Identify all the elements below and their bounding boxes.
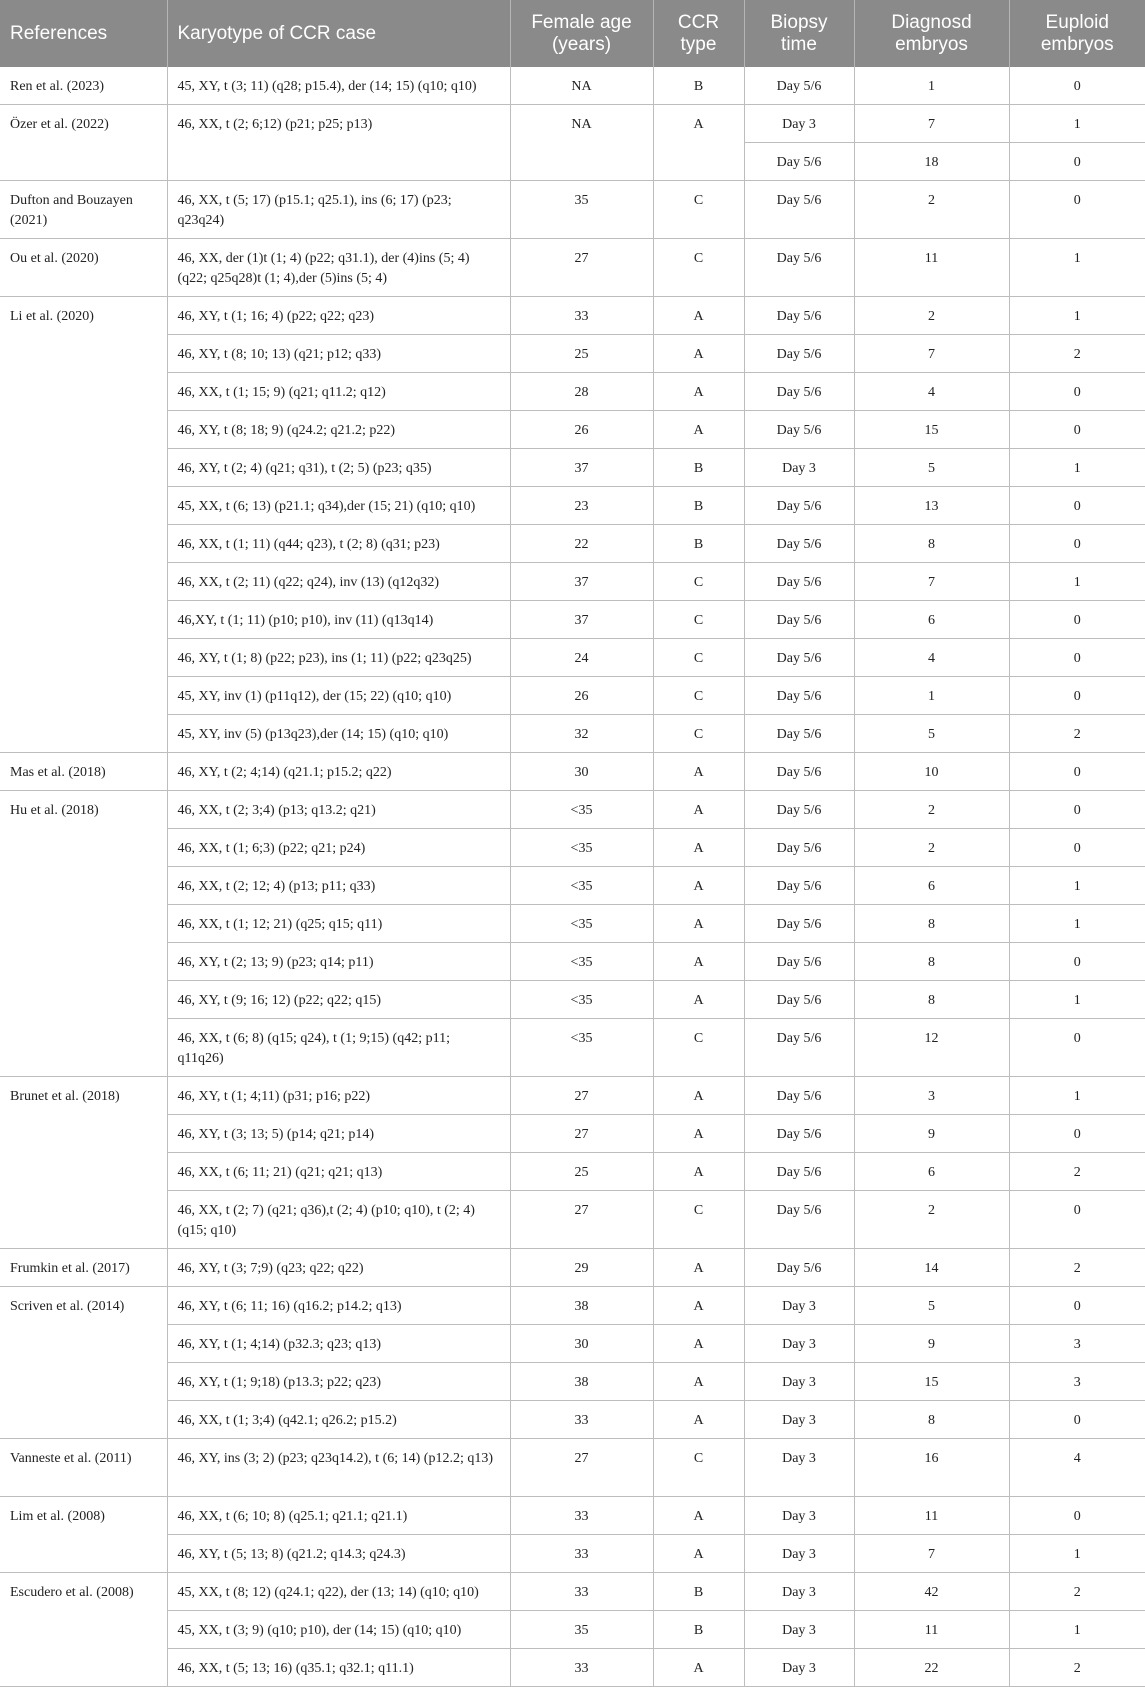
age-cell: 33	[510, 1535, 653, 1573]
table-row	[0, 1191, 1145, 1249]
diagnosed-cell: 7	[854, 335, 1009, 373]
age-cell: 27	[510, 1439, 653, 1497]
table-row	[0, 753, 1145, 791]
header-row	[0, 0, 1145, 67]
reference-cell: Scriven et al. (2014)	[0, 1287, 167, 1439]
biopsy-cell: Day 5/6	[744, 1077, 854, 1115]
biopsy-cell: Day 5/6	[744, 601, 854, 639]
table-row	[0, 1249, 1145, 1287]
table-row	[0, 181, 1145, 239]
karyotype-cell: 45, XY, inv (1) (p11q12), der (15; 22) (q10; q10)	[167, 677, 510, 715]
karyotype-cell: 46,XY, t (1; 11) (p10; p10), inv (11) (q13q14)	[167, 601, 510, 639]
age-cell: 29	[510, 1249, 653, 1287]
biopsy-cell: Day 5/6	[744, 1115, 854, 1153]
diagnosed-cell: 6	[854, 601, 1009, 639]
biopsy-cell: Day 5/6	[744, 905, 854, 943]
header-euploid-embryos: Euploid embryos	[1009, 0, 1145, 67]
ccr-type-cell: C	[653, 715, 744, 753]
biopsy-cell: Day 5/6	[744, 981, 854, 1019]
age-cell: 37	[510, 563, 653, 601]
euploid-cell: 3	[1009, 1325, 1145, 1363]
karyotype-cell: 46, XX, t (6; 8) (q15; q24), t (1; 9;15) (q42; p11; q11q26)	[167, 1019, 510, 1077]
ccr-type-cell: A	[653, 373, 744, 411]
biopsy-cell: Day 5/6	[744, 1191, 854, 1249]
table-row	[0, 1019, 1145, 1077]
euploid-cell: 1	[1009, 239, 1145, 297]
age-cell: 30	[510, 753, 653, 791]
diagnosed-cell: 7	[854, 105, 1009, 143]
karyotype-cell: 46, XX, t (2; 12; 4) (p13; p11; q33)	[167, 867, 510, 905]
age-cell: 38	[510, 1363, 653, 1401]
table-row	[0, 1077, 1145, 1115]
header-ccr-type: CCR type	[653, 0, 744, 67]
ccr-type-cell: C	[653, 1191, 744, 1249]
biopsy-cell: Day 5/6	[744, 525, 854, 563]
euploid-cell: 0	[1009, 791, 1145, 829]
diagnosed-cell: 2	[854, 1191, 1009, 1249]
age-cell: 24	[510, 639, 653, 677]
reference-cell: Dufton and Bouzayen (2021)	[0, 181, 167, 239]
table-row	[0, 1363, 1145, 1401]
age-cell: 27	[510, 1077, 653, 1115]
biopsy-cell: Day 5/6	[744, 715, 854, 753]
diagnosed-cell: 5	[854, 1287, 1009, 1325]
ccr-type-cell: B	[653, 449, 744, 487]
diagnosed-cell: 8	[854, 525, 1009, 563]
karyotype-cell: 45, XX, t (6; 13) (p21.1; q34),der (15; 21) (q10; q10)	[167, 487, 510, 525]
age-cell: 33	[510, 1573, 653, 1611]
karyotype-cell: 46, XX, t (1; 15; 9) (q21; q11.2; q12)	[167, 373, 510, 411]
biopsy-cell: Day 5/6	[744, 487, 854, 525]
euploid-cell: 1	[1009, 1077, 1145, 1115]
ccr-type-cell: C	[653, 1019, 744, 1077]
table-row	[0, 1325, 1145, 1363]
biopsy-cell: Day 3	[744, 1535, 854, 1573]
reference-cell: Frumkin et al. (2017)	[0, 1249, 167, 1287]
reference-cell: Lim et al. (2008)	[0, 1497, 167, 1573]
biopsy-cell: Day 5/6	[744, 867, 854, 905]
euploid-cell: 0	[1009, 373, 1145, 411]
diagnosed-cell: 1	[854, 677, 1009, 715]
biopsy-cell: Day 3	[744, 1573, 854, 1611]
biopsy-cell: Day 3	[744, 1611, 854, 1649]
table-row	[0, 1535, 1145, 1573]
euploid-cell: 0	[1009, 1401, 1145, 1439]
age-cell: <35	[510, 829, 653, 867]
reference-cell: Brunet et al. (2018)	[0, 1077, 167, 1249]
diagnosed-cell: 22	[854, 1649, 1009, 1687]
table-row	[0, 487, 1145, 525]
age-cell: NA	[510, 105, 653, 181]
table-row	[0, 105, 1145, 143]
table-row	[0, 905, 1145, 943]
euploid-cell: 2	[1009, 335, 1145, 373]
age-cell: 35	[510, 1611, 653, 1649]
euploid-cell: 0	[1009, 181, 1145, 239]
euploid-cell: 4	[1009, 1439, 1145, 1497]
table-row	[0, 373, 1145, 411]
karyotype-cell: 45, XX, t (8; 12) (q24.1; q22), der (13; 14) (q10; q10)	[167, 1573, 510, 1611]
reference-cell: Vanneste et al. (2011)	[0, 1439, 167, 1497]
table-row	[0, 297, 1145, 335]
ccr-type-cell: C	[653, 563, 744, 601]
biopsy-cell: Day 5/6	[744, 1019, 854, 1077]
age-cell: <35	[510, 943, 653, 981]
ccr-type-cell: A	[653, 1497, 744, 1535]
biopsy-cell: Day 5/6	[744, 181, 854, 239]
karyotype-cell: 46, XY, t (6; 11; 16) (q16.2; p14.2; q13)	[167, 1287, 510, 1325]
euploid-cell: 1	[1009, 449, 1145, 487]
diagnosed-cell: 11	[854, 239, 1009, 297]
biopsy-cell: Day 5/6	[744, 411, 854, 449]
diagnosed-cell: 2	[854, 297, 1009, 335]
biopsy-cell: Day 3	[744, 1439, 854, 1497]
age-cell: 23	[510, 487, 653, 525]
biopsy-cell: Day 3	[744, 1401, 854, 1439]
euploid-cell: 0	[1009, 601, 1145, 639]
age-cell: 32	[510, 715, 653, 753]
header-references: References	[0, 0, 167, 67]
karyotype-cell: 46, XY, t (1; 4;11) (p31; p16; p22)	[167, 1077, 510, 1115]
header-diagnosed-embryos: Diagnosd embryos	[854, 0, 1009, 67]
euploid-cell: 1	[1009, 563, 1145, 601]
euploid-cell: 0	[1009, 829, 1145, 867]
diagnosed-cell: 11	[854, 1611, 1009, 1649]
diagnosed-cell: 8	[854, 981, 1009, 1019]
age-cell: 37	[510, 601, 653, 639]
diagnosed-cell: 8	[854, 943, 1009, 981]
table-body	[0, 67, 1145, 1687]
biopsy-cell: Day 5/6	[744, 335, 854, 373]
biopsy-cell: Day 5/6	[744, 143, 854, 181]
age-cell: <35	[510, 1019, 653, 1077]
ccr-type-cell: B	[653, 1573, 744, 1611]
age-cell: <35	[510, 981, 653, 1019]
ccr-type-cell: A	[653, 1325, 744, 1363]
karyotype-cell: 46, XX, t (5; 17) (p15.1; q25.1), ins (6; 17) (p23; q23q24)	[167, 181, 510, 239]
table-row	[0, 791, 1145, 829]
table-row	[0, 1115, 1145, 1153]
ccr-type-cell: B	[653, 525, 744, 563]
karyotype-cell: 46, XX, t (5; 13; 16) (q35.1; q32.1; q11.1)	[167, 1649, 510, 1687]
euploid-cell: 0	[1009, 525, 1145, 563]
euploid-cell: 1	[1009, 905, 1145, 943]
ccr-type-cell: C	[653, 639, 744, 677]
age-cell: 33	[510, 1649, 653, 1687]
age-cell: 28	[510, 373, 653, 411]
table-header	[0, 0, 1145, 67]
ccr-type-cell: A	[653, 753, 744, 791]
biopsy-cell: Day 5/6	[744, 1153, 854, 1191]
ccr-type-cell: C	[653, 181, 744, 239]
ccr-type-cell: A	[653, 411, 744, 449]
table-row	[0, 981, 1145, 1019]
ccr-type-cell: C	[653, 601, 744, 639]
diagnosed-cell: 2	[854, 181, 1009, 239]
karyotype-cell: 46, XX, t (2; 7) (q21; q36),t (2; 4) (p10; q10), t (2; 4) (q15; q10)	[167, 1191, 510, 1249]
biopsy-cell: Day 3	[744, 1363, 854, 1401]
karyotype-cell: 46, XX, t (2; 6;12) (p21; p25; p13)	[167, 105, 510, 181]
ccr-type-cell: A	[653, 1249, 744, 1287]
karyotype-cell: 46, XY, t (1; 8) (p22; p23), ins (1; 11) (p22; q23q25)	[167, 639, 510, 677]
table-row	[0, 67, 1145, 105]
karyotype-cell: 46, XX, der (1)t (1; 4) (p22; q31.1), der (4)ins (5; 4) (q22; q25q28)t (1; 4),der (5)ins (5; 4)	[167, 239, 510, 297]
age-cell: 33	[510, 1401, 653, 1439]
karyotype-cell: 46, XY, t (2; 4;14) (q21.1; p15.2; q22)	[167, 753, 510, 791]
ccr-type-cell: A	[653, 1649, 744, 1687]
ccr-type-cell: B	[653, 487, 744, 525]
diagnosed-cell: 7	[854, 1535, 1009, 1573]
karyotype-cell: 46, XY, t (3; 7;9) (q23; q22; q22)	[167, 1249, 510, 1287]
diagnosed-cell: 8	[854, 1401, 1009, 1439]
biopsy-cell: Day 5/6	[744, 373, 854, 411]
age-cell: 33	[510, 1497, 653, 1535]
karyotype-cell: 46, XY, t (1; 4;14) (p32.3; q23; q13)	[167, 1325, 510, 1363]
header-karyotype: Karyotype of CCR case	[167, 0, 510, 67]
biopsy-cell: Day 5/6	[744, 677, 854, 715]
age-cell: 33	[510, 297, 653, 335]
biopsy-cell: Day 5/6	[744, 791, 854, 829]
biopsy-cell: Day 5/6	[744, 829, 854, 867]
table-row	[0, 1439, 1145, 1497]
diagnosed-cell: 3	[854, 1077, 1009, 1115]
karyotype-cell: 45, XX, t (3; 9) (q10; p10), der (14; 15) (q10; q10)	[167, 1611, 510, 1649]
table-row	[0, 239, 1145, 297]
karyotype-cell: 46, XX, t (6; 11; 21) (q21; q21; q13)	[167, 1153, 510, 1191]
euploid-cell: 1	[1009, 105, 1145, 143]
karyotype-cell: 46, XY, t (5; 13; 8) (q21.2; q14.3; q24.3)	[167, 1535, 510, 1573]
biopsy-cell: Day 5/6	[744, 1249, 854, 1287]
diagnosed-cell: 5	[854, 449, 1009, 487]
age-cell: 22	[510, 525, 653, 563]
biopsy-cell: Day 3	[744, 1497, 854, 1535]
biopsy-cell: Day 3	[744, 449, 854, 487]
table-row	[0, 943, 1145, 981]
reference-cell: Hu et al. (2018)	[0, 791, 167, 1077]
euploid-cell: 2	[1009, 1573, 1145, 1611]
ccr-type-cell: A	[653, 867, 744, 905]
age-cell: 37	[510, 449, 653, 487]
euploid-cell: 0	[1009, 1287, 1145, 1325]
karyotype-cell: 46, XX, t (1; 6;3) (p22; q21; p24)	[167, 829, 510, 867]
diagnosed-cell: 15	[854, 1363, 1009, 1401]
diagnosed-cell: 4	[854, 373, 1009, 411]
euploid-cell: 0	[1009, 411, 1145, 449]
biopsy-cell: Day 5/6	[744, 943, 854, 981]
biopsy-cell: Day 3	[744, 105, 854, 143]
table-row	[0, 1287, 1145, 1325]
ccr-type-cell: A	[653, 1287, 744, 1325]
age-cell: 27	[510, 1115, 653, 1153]
ccr-type-cell: A	[653, 943, 744, 981]
euploid-cell: 1	[1009, 1611, 1145, 1649]
table-row	[0, 411, 1145, 449]
euploid-cell: 0	[1009, 1497, 1145, 1535]
ccr-type-cell: C	[653, 677, 744, 715]
table-row	[0, 677, 1145, 715]
age-cell: 25	[510, 1153, 653, 1191]
diagnosed-cell: 18	[854, 143, 1009, 181]
ccr-type-cell: A	[653, 297, 744, 335]
karyotype-cell: 46, XY, t (3; 13; 5) (p14; q21; p14)	[167, 1115, 510, 1153]
karyotype-cell: 46, XX, t (6; 10; 8) (q25.1; q21.1; q21.1)	[167, 1497, 510, 1535]
karyotype-cell: 46, XY, t (2; 13; 9) (p23; q14; p11)	[167, 943, 510, 981]
biopsy-cell: Day 5/6	[744, 639, 854, 677]
karyotype-cell: 45, XY, inv (5) (p13q23),der (14; 15) (q10; q10)	[167, 715, 510, 753]
diagnosed-cell: 7	[854, 563, 1009, 601]
diagnosed-cell: 42	[854, 1573, 1009, 1611]
karyotype-cell: 46, XY, ins (3; 2) (p23; q23q14.2), t (6; 14) (p12.2; q13)	[167, 1439, 510, 1497]
ccr-type-cell: B	[653, 67, 744, 105]
diagnosed-cell: 6	[854, 1153, 1009, 1191]
ccr-type-cell: A	[653, 905, 744, 943]
diagnosed-cell: 12	[854, 1019, 1009, 1077]
euploid-cell: 2	[1009, 715, 1145, 753]
diagnosed-cell: 14	[854, 1249, 1009, 1287]
karyotype-cell: 46, XY, t (8; 10; 13) (q21; p12; q33)	[167, 335, 510, 373]
age-cell: NA	[510, 67, 653, 105]
euploid-cell: 1	[1009, 981, 1145, 1019]
diagnosed-cell: 5	[854, 715, 1009, 753]
diagnosed-cell: 2	[854, 791, 1009, 829]
table-row	[0, 1153, 1145, 1191]
biopsy-cell: Day 3	[744, 1649, 854, 1687]
ccr-type-cell: A	[653, 1401, 744, 1439]
euploid-cell: 0	[1009, 677, 1145, 715]
table-row	[0, 715, 1145, 753]
diagnosed-cell: 9	[854, 1115, 1009, 1153]
diagnosed-cell: 11	[854, 1497, 1009, 1535]
ccr-type-cell: C	[653, 239, 744, 297]
diagnosed-cell: 10	[854, 753, 1009, 791]
diagnosed-cell: 2	[854, 829, 1009, 867]
ccr-type-cell: A	[653, 105, 744, 181]
table-row	[0, 1401, 1145, 1439]
table-row	[0, 525, 1145, 563]
reference-cell: Escudero et al. (2008)	[0, 1573, 167, 1687]
table-row	[0, 829, 1145, 867]
ccr-type-cell: C	[653, 1439, 744, 1497]
ccr-type-cell: A	[653, 981, 744, 1019]
karyotype-cell: 46, XX, t (1; 12; 21) (q25; q15; q11)	[167, 905, 510, 943]
euploid-cell: 3	[1009, 1363, 1145, 1401]
table-row	[0, 1611, 1145, 1649]
diagnosed-cell: 9	[854, 1325, 1009, 1363]
euploid-cell: 0	[1009, 753, 1145, 791]
table-row	[0, 867, 1145, 905]
age-cell: 27	[510, 1191, 653, 1249]
age-cell: 35	[510, 181, 653, 239]
karyotype-cell: 46, XY, t (9; 16; 12) (p22; q22; q15)	[167, 981, 510, 1019]
ccr-type-cell: A	[653, 1363, 744, 1401]
table-row	[0, 1649, 1145, 1687]
age-cell: 26	[510, 677, 653, 715]
table-row	[0, 335, 1145, 373]
ccr-type-cell: A	[653, 1153, 744, 1191]
table-row	[0, 639, 1145, 677]
biopsy-cell: Day 5/6	[744, 297, 854, 335]
header-female-age: Female age (years)	[510, 0, 653, 67]
euploid-cell: 0	[1009, 143, 1145, 181]
age-cell: <35	[510, 905, 653, 943]
age-cell: 26	[510, 411, 653, 449]
diagnosed-cell: 8	[854, 905, 1009, 943]
euploid-cell: 0	[1009, 1115, 1145, 1153]
euploid-cell: 2	[1009, 1153, 1145, 1191]
table-row	[0, 1497, 1145, 1535]
biopsy-cell: Day 5/6	[744, 67, 854, 105]
karyotype-cell: 46, XY, t (8; 18; 9) (q24.2; q21.2; p22)	[167, 411, 510, 449]
diagnosed-cell: 16	[854, 1439, 1009, 1497]
diagnosed-cell: 15	[854, 411, 1009, 449]
karyotype-cell: 46, XX, t (1; 11) (q44; q23), t (2; 8) (q31; p23)	[167, 525, 510, 563]
table-row	[0, 601, 1145, 639]
euploid-cell: 0	[1009, 1191, 1145, 1249]
euploid-cell: 2	[1009, 1249, 1145, 1287]
ccr-type-cell: A	[653, 1535, 744, 1573]
age-cell: 30	[510, 1325, 653, 1363]
ccr-type-cell: A	[653, 791, 744, 829]
ccr-type-cell: A	[653, 335, 744, 373]
age-cell: <35	[510, 867, 653, 905]
diagnosed-cell: 13	[854, 487, 1009, 525]
euploid-cell: 0	[1009, 943, 1145, 981]
ccr-type-cell: A	[653, 829, 744, 867]
table-row	[0, 449, 1145, 487]
table-row	[0, 563, 1145, 601]
euploid-cell: 0	[1009, 67, 1145, 105]
ccr-type-cell: A	[653, 1115, 744, 1153]
karyotype-cell: 46, XX, t (1; 3;4) (q42.1; q26.2; p15.2)	[167, 1401, 510, 1439]
karyotype-cell: 46, XX, t (2; 3;4) (p13; q13.2; q21)	[167, 791, 510, 829]
diagnosed-cell: 4	[854, 639, 1009, 677]
euploid-cell: 1	[1009, 867, 1145, 905]
biopsy-cell: Day 5/6	[744, 563, 854, 601]
biopsy-cell: Day 5/6	[744, 239, 854, 297]
age-cell: 38	[510, 1287, 653, 1325]
reference-cell: Özer et al. (2022)	[0, 105, 167, 181]
reference-cell: Mas et al. (2018)	[0, 753, 167, 791]
euploid-cell: 2	[1009, 1649, 1145, 1687]
table-row	[0, 1573, 1145, 1611]
diagnosed-cell: 6	[854, 867, 1009, 905]
karyotype-cell: 46, XX, t (2; 11) (q22; q24), inv (13) (q12q32)	[167, 563, 510, 601]
age-cell: 25	[510, 335, 653, 373]
ccr-type-cell: B	[653, 1611, 744, 1649]
header-biopsy-time: Biopsy time	[744, 0, 854, 67]
biopsy-cell: Day 3	[744, 1325, 854, 1363]
karyotype-cell: 46, XY, t (1; 9;18) (p13.3; p22; q23)	[167, 1363, 510, 1401]
karyotype-cell: 46, XY, t (1; 16; 4) (p22; q22; q23)	[167, 297, 510, 335]
karyotype-cell: 46, XY, t (2; 4) (q21; q31), t (2; 5) (p23; q35)	[167, 449, 510, 487]
euploid-cell: 1	[1009, 1535, 1145, 1573]
reference-cell: Ren et al. (2023)	[0, 67, 167, 105]
diagnosed-cell: 1	[854, 67, 1009, 105]
reference-cell: Li et al. (2020)	[0, 297, 167, 753]
ccr-type-cell: A	[653, 1077, 744, 1115]
euploid-cell: 0	[1009, 487, 1145, 525]
age-cell: <35	[510, 791, 653, 829]
euploid-cell: 0	[1009, 1019, 1145, 1077]
age-cell: 27	[510, 239, 653, 297]
euploid-cell: 1	[1009, 297, 1145, 335]
biopsy-cell: Day 3	[744, 1287, 854, 1325]
biopsy-cell: Day 5/6	[744, 753, 854, 791]
reference-cell: Ou et al. (2020)	[0, 239, 167, 297]
euploid-cell: 0	[1009, 639, 1145, 677]
karyotype-cell: 45, XY, t (3; 11) (q28; p15.4), der (14; 15) (q10; q10)	[167, 67, 510, 105]
